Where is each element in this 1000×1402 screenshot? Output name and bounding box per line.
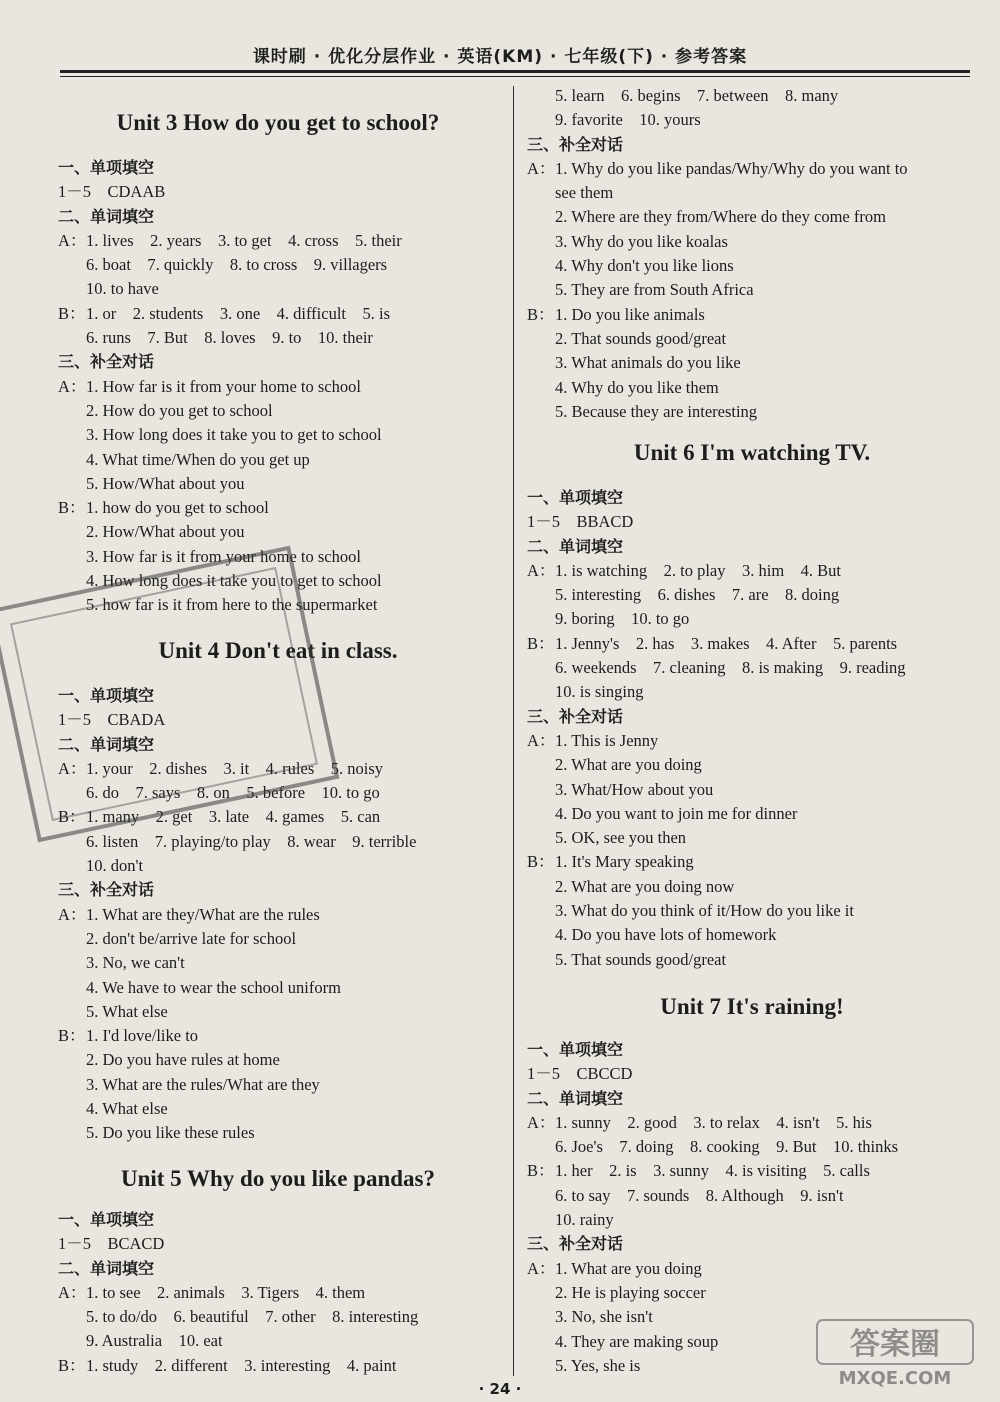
answer-text: 3. What do you think of it/How do you like it (555, 901, 854, 921)
unit5-answers-continued (527, 84, 977, 424)
answer-text: 5. interesting 6. dishes 7. are 8. doing (555, 585, 840, 605)
answer-line: 1－5 CBCCD (527, 1064, 633, 1084)
watermark-text: 答案圈 (850, 1327, 940, 1362)
answer-line (527, 729, 977, 753)
answer-text: 1. It's Mary speaking (555, 852, 694, 872)
part-label: A： (527, 730, 556, 750)
answer-line (527, 1135, 977, 1159)
answer-text: 1. Why do you like pandas/Why/Why do you want to (555, 158, 908, 178)
answer-line (58, 976, 498, 1000)
answer-line: 1－5 BBACD (527, 512, 634, 532)
answer-line (58, 1281, 498, 1305)
answer-line (527, 1305, 977, 1329)
answer-text: 2. Do you have rules at home (86, 1050, 280, 1070)
part-label: B： (58, 1026, 86, 1046)
answer-line (527, 351, 977, 375)
answer-line (58, 781, 498, 805)
answer-text: 4. How long does it take you to get to school (86, 571, 382, 591)
answer-line (527, 850, 977, 874)
part-label: B： (58, 807, 86, 827)
answer-line (58, 569, 498, 593)
answer-line (527, 1281, 977, 1305)
answer-line (527, 1159, 977, 1183)
answer-text: 4. What else (86, 1099, 168, 1119)
unit-title: Unit 7 It's raining! (660, 994, 844, 1019)
section-heading: 二、单词填空 (58, 206, 155, 226)
answer-text: 1. lives 2. years 3. to get 4. cross 5. their (86, 230, 402, 250)
answer-line (58, 520, 498, 544)
answer-text: 2. He is playing soccer (555, 1282, 706, 1302)
answer-list (58, 229, 498, 350)
answer-text: 3. No, we can't (86, 953, 185, 973)
answer-line (58, 1121, 498, 1145)
answer-text: 3. No, she isn't (555, 1307, 653, 1327)
answer-line: 1－5 CDAAB (58, 182, 166, 202)
answer-text: 1. study 2. different 3. interesting 4. paint (86, 1355, 397, 1375)
answer-text: 6. Joe's 7. doing 8. cooking 9. But 10. thinks (555, 1137, 899, 1157)
answer-line (527, 181, 977, 205)
answer-text: 2. What are you doing now (555, 876, 735, 896)
answer-line (58, 1048, 498, 1072)
page-header: 课时刷 · 优化分层作业 · 英语(KM) · 七年级(下) · 参考答案 (252, 47, 748, 67)
section-heading: 一、单项填空 (58, 158, 155, 177)
answer-text: 4. Do you have lots of homework (555, 925, 777, 945)
answer-line (58, 1073, 498, 1097)
answer-text: 5. How/What about you (86, 473, 245, 493)
section-heading: 三、补全对话 (527, 1234, 624, 1254)
answer-line (58, 927, 498, 951)
part-label: B： (58, 303, 86, 323)
section-heading: 一、单项填空 (58, 686, 155, 705)
answer-text: 10. rainy (555, 1210, 614, 1230)
answer-line (527, 826, 977, 850)
part-label: A： (58, 376, 87, 396)
answer-line (527, 583, 977, 607)
answer-text: 4. Do you want to join me for dinner (555, 803, 798, 823)
answer-line (527, 1330, 977, 1354)
answer-line (527, 1111, 977, 1135)
part-label: B： (527, 633, 555, 653)
answer-line (527, 607, 977, 631)
answer-line (58, 399, 498, 423)
answer-line (58, 1000, 498, 1024)
answer-text: 1. What are they/What are the rules (86, 904, 320, 924)
answer-text: 6. to say 7. sounds 8. Although 9. isn't (555, 1185, 844, 1205)
answer-text: 10. don't (86, 856, 144, 876)
header-rule-thick (60, 70, 970, 73)
answer-line (527, 205, 977, 229)
answer-line (527, 230, 977, 254)
answer-text: 2. What are you doing (555, 755, 702, 775)
answer-line (527, 1354, 977, 1378)
answer-line (527, 802, 977, 826)
answer-line (527, 632, 977, 656)
answer-list (527, 157, 977, 424)
answer-list (527, 1257, 977, 1378)
answer-text: 2. don't be/arrive late for school (86, 928, 297, 948)
answer-text: 5. how far is it from here to the supermarket (86, 595, 378, 615)
answer-text: 9. favorite 10. yours (555, 110, 701, 130)
answer-text: 5. Yes, she is (555, 1355, 641, 1375)
answer-text: 3. How far is it from your home to school (86, 546, 361, 566)
answer-text: 1. This is Jenny (555, 730, 659, 750)
answer-line (58, 375, 498, 399)
answer-list (527, 1111, 977, 1232)
section-heading: 二、单词填空 (527, 536, 624, 556)
answer-text: 1. Do you like animals (555, 304, 705, 324)
answer-line (527, 778, 977, 802)
answer-line (527, 254, 977, 278)
answer-line (58, 757, 498, 781)
answer-text: 6. listen 7. playing/to play 8. wear 9. terrible (86, 831, 417, 851)
unit7-answers (527, 1038, 977, 1378)
answer-text: 6. do 7. says 8. on 5. before 10. to go (86, 783, 380, 803)
section-heading: 三、补全对话 (58, 880, 155, 900)
answer-text: 1. your 2. dishes 3. it 4. rules 5. noisy (86, 758, 383, 778)
answer-line (527, 157, 977, 181)
answer-text: 5. OK, see you then (555, 828, 687, 848)
answer-line (58, 448, 498, 472)
answer-line (527, 753, 977, 777)
unit-title: Unit 6 I'm watching TV. (633, 440, 871, 465)
answer-line (527, 1208, 977, 1232)
section-heading: 二、单词填空 (58, 734, 155, 754)
answer-text: 5. learn 6. begins 7. between 8. many (555, 86, 839, 105)
answer-line (58, 1354, 498, 1378)
answer-line (527, 948, 977, 972)
answer-list (527, 84, 977, 133)
answer-line (527, 376, 977, 400)
answer-list (527, 729, 977, 972)
answer-list (58, 375, 498, 618)
part-label: B： (58, 498, 86, 518)
answer-line (527, 1257, 977, 1281)
answer-line (58, 1305, 498, 1329)
answer-text: 5. Do you like these rules (86, 1123, 255, 1143)
answer-text: 5. to do/do 6. beautiful 7. other 8. interesting (86, 1307, 419, 1327)
answer-text: 3. What animals do you like (555, 353, 741, 373)
answer-line (527, 1184, 977, 1208)
part-label: A： (58, 1282, 87, 1302)
answer-list (58, 757, 498, 878)
section-heading: 二、单词填空 (58, 1258, 155, 1278)
part-label: A： (58, 230, 87, 250)
unit-title: Unit 5 Why do you like pandas? (120, 1166, 435, 1191)
part-label: B： (58, 1355, 86, 1375)
answer-text: 5. That sounds good/great (555, 949, 727, 969)
part-label: B： (527, 304, 555, 324)
section-heading: 三、补全对话 (58, 352, 155, 372)
answer-text: 1. to see 2. animals 3. Tigers 4. them (86, 1282, 366, 1302)
unit-title: Unit 3 How do you get to school? (116, 110, 440, 135)
answer-line (58, 326, 498, 350)
answer-text: 3. How long does it take you to get to school (86, 425, 382, 445)
answer-line: 1－5 BCACD (58, 1234, 165, 1254)
answer-text: 2. That sounds good/great (555, 328, 727, 348)
answer-line (58, 593, 498, 617)
answer-line (58, 903, 498, 927)
answer-text: 1. many 2. get 3. late 4. games 5. can (86, 807, 381, 827)
answer-line (58, 1329, 498, 1353)
section-heading: 一、单项填空 (527, 1040, 624, 1059)
header-rule-thin (60, 76, 970, 77)
answer-text: 1. is watching 2. to play 3. him 4. But (555, 560, 841, 580)
answer-line (58, 545, 498, 569)
answer-text: 9. boring 10. to go (555, 609, 690, 629)
answer-line (527, 84, 977, 108)
part-label: A： (58, 758, 87, 778)
part-label: A： (527, 560, 556, 580)
answer-text: 4. We have to wear the school uniform (86, 977, 341, 997)
answer-line (58, 277, 498, 301)
answer-text: 3. What/How about you (555, 779, 714, 799)
answer-line (58, 229, 498, 253)
answer-line (527, 327, 977, 351)
answer-text: 6. boat 7. quickly 8. to cross 9. villagers (86, 255, 388, 275)
answer-text: 4. Why do you like them (555, 377, 719, 397)
part-label: B： (527, 1161, 555, 1181)
answer-line: 1－5 CBADA (58, 710, 166, 730)
unit6-answers (527, 486, 977, 972)
answer-text: 1. What are you doing (555, 1258, 702, 1278)
answer-text: 10. to have (86, 279, 159, 299)
answer-text: 1. How far is it from your home to school (86, 376, 361, 396)
answer-text: 9. Australia 10. eat (86, 1331, 223, 1351)
unit5-answers (58, 1208, 498, 1378)
answer-text: 1. how do you get to school (86, 498, 269, 518)
answer-text: 6. weekends 7. cleaning 8. is making 9. reading (555, 658, 906, 678)
answer-text: 5. Because they are interesting (555, 401, 758, 421)
part-label: A： (527, 1258, 556, 1278)
answer-line (527, 559, 977, 583)
answer-text: 3. What are the rules/What are they (86, 1074, 320, 1094)
answer-text: 6. runs 7. But 8. loves 9. to 10. their (86, 328, 373, 348)
answer-line (58, 1024, 498, 1048)
answer-list (527, 559, 977, 705)
answer-line (527, 278, 977, 302)
section-heading: 二、单词填空 (527, 1088, 624, 1108)
answer-line (58, 302, 498, 326)
answer-line (58, 1097, 498, 1121)
answer-text: 2. How do you get to school (86, 400, 273, 420)
answer-text: 3. Why do you like koalas (555, 231, 728, 251)
unit3-answers (58, 156, 498, 618)
answer-line (527, 680, 977, 704)
answer-text: 1. Jenny's 2. has 3. makes 4. After 5. parents (555, 633, 898, 653)
part-label: B： (527, 852, 555, 872)
section-heading: 一、单项填空 (527, 488, 624, 507)
answer-line (58, 423, 498, 447)
answer-line (527, 923, 977, 947)
answer-text: 5. They are from South Africa (555, 280, 754, 300)
part-label: A： (58, 904, 87, 924)
answer-text: 1. her 2. is 3. sunny 4. is visiting 5. calls (555, 1161, 870, 1181)
answer-text: 1. or 2. students 3. one 4. difficult 5. is (86, 303, 391, 323)
answer-list (58, 903, 498, 1146)
answer-text: 2. How/What about you (86, 522, 245, 542)
answer-text: 5. What else (86, 1001, 168, 1021)
watermark-url: MXQE.COM (838, 1368, 952, 1389)
answer-line (58, 805, 498, 829)
part-label: A： (527, 158, 556, 178)
answer-line (58, 472, 498, 496)
answer-text: 2. Where are they from/Where do they come from (555, 207, 886, 227)
answer-line (527, 875, 977, 899)
answer-line (58, 951, 498, 975)
answer-line (58, 854, 498, 878)
page-number: · 24 · (478, 1380, 522, 1398)
answer-text: 10. is singing (555, 682, 644, 702)
answer-line (527, 400, 977, 424)
answer-line (527, 899, 977, 923)
unit4-answers (58, 684, 498, 1146)
answer-list (58, 1281, 498, 1378)
answer-text: 4. They are making soup (555, 1331, 719, 1351)
answer-text: 4. Why don't you like lions (555, 256, 734, 276)
answer-text: 1. sunny 2. good 3. to relax 4. isn't 5. his (555, 1112, 872, 1132)
answer-line (58, 496, 498, 520)
section-heading: 三、补全对话 (527, 706, 624, 726)
answer-line (527, 656, 977, 680)
part-label: A： (527, 1112, 556, 1132)
answer-line (58, 253, 498, 277)
unit-title: Unit 4 Don't eat in class. (158, 638, 398, 663)
answer-line (527, 303, 977, 327)
answer-text: see them (555, 183, 614, 203)
answer-line (527, 108, 977, 132)
answer-text: 4. What time/When do you get up (86, 449, 310, 469)
answer-text: 1. I'd love/like to (86, 1026, 199, 1046)
section-heading: 三、补全对话 (527, 134, 624, 154)
section-heading: 一、单项填空 (58, 1210, 155, 1229)
column-divider (513, 86, 514, 1376)
answer-line (58, 830, 498, 854)
